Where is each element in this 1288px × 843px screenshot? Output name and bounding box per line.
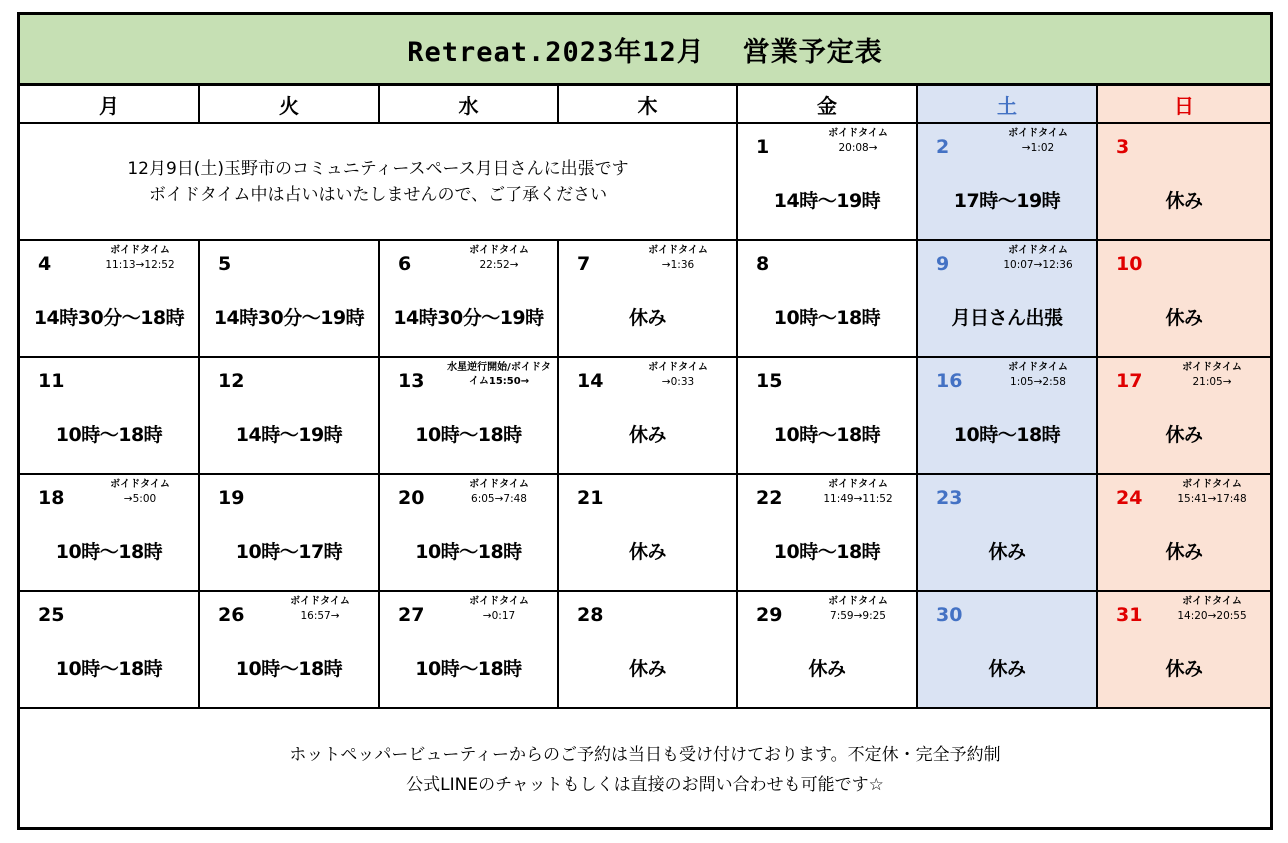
day-cell bbox=[20, 241, 200, 358]
footer-line-1: ホットペッパービューティーからのご予約は当日も受け付けております。不定休・完全予約制 bbox=[289, 744, 1001, 765]
day-number: 16 bbox=[936, 370, 963, 392]
void-range: 22:52→ bbox=[479, 259, 519, 271]
day-number: 9 bbox=[936, 253, 950, 275]
void-time bbox=[451, 595, 547, 623]
void-range: 15:41→17:48 bbox=[1177, 493, 1247, 505]
day-number: 6 bbox=[398, 253, 412, 275]
void-label: ボイドタイム bbox=[1182, 596, 1242, 607]
business-hours: 休み bbox=[1165, 307, 1203, 329]
footer-info bbox=[20, 712, 1270, 827]
business-hours: 月日さん出張 bbox=[951, 307, 1063, 329]
business-hours: 14時30分～18時 bbox=[33, 307, 185, 329]
day-cell bbox=[200, 241, 380, 358]
day-cell bbox=[1098, 358, 1270, 475]
footer-line-2: 公式LINEのチャットもしくは直接のお問い合わせも可能です☆ bbox=[406, 774, 884, 795]
void-time bbox=[272, 595, 368, 623]
void-label: ボイドタイム bbox=[1008, 245, 1068, 256]
day-number: 14 bbox=[577, 370, 604, 392]
day-cell bbox=[20, 592, 200, 709]
day-cell bbox=[738, 592, 918, 709]
day-cell bbox=[738, 241, 918, 358]
business-hours: 10時～18時 bbox=[235, 658, 343, 680]
void-range: →0:33 bbox=[661, 376, 695, 388]
void-label: ボイドタイム bbox=[110, 479, 170, 490]
weekday-sat: 土 bbox=[918, 86, 1098, 124]
day-number: 15 bbox=[756, 370, 783, 392]
business-hours: 14時30分～19時 bbox=[213, 307, 365, 329]
day-number: 10 bbox=[1116, 253, 1143, 275]
day-cell bbox=[20, 358, 200, 475]
day-cell bbox=[918, 475, 1098, 592]
day-cell bbox=[559, 592, 738, 709]
void-time bbox=[810, 478, 906, 506]
weekday-tue: 火 bbox=[200, 86, 380, 124]
day-number: 30 bbox=[936, 604, 963, 626]
day-number: 28 bbox=[577, 604, 604, 626]
void-time bbox=[990, 361, 1086, 389]
business-hours: 10時～18時 bbox=[415, 424, 522, 446]
day-number: 2 bbox=[936, 136, 950, 158]
void-label: ボイドタイム bbox=[469, 245, 529, 256]
business-hours: 10時～18時 bbox=[953, 424, 1061, 446]
void-label: ボイドタイム bbox=[469, 479, 529, 490]
void-label: ボイドタイム bbox=[469, 596, 529, 607]
void-time bbox=[630, 244, 726, 272]
day-number: 20 bbox=[398, 487, 425, 509]
day-cell bbox=[559, 358, 738, 475]
day-number: 23 bbox=[936, 487, 963, 509]
business-hours: 14時30分～19時 bbox=[393, 307, 544, 329]
void-label: ボイドタイム bbox=[828, 479, 888, 490]
day-number: 7 bbox=[577, 253, 591, 275]
void-time bbox=[451, 478, 547, 506]
day-number: 26 bbox=[218, 604, 245, 626]
calendar-grid bbox=[20, 86, 1270, 707]
void-label: ボイドタイム bbox=[290, 596, 350, 607]
business-hours: 17時～19時 bbox=[953, 190, 1061, 212]
day-cell bbox=[738, 358, 918, 475]
business-hours: 10時～18時 bbox=[415, 658, 522, 680]
void-label: ボイドタイム bbox=[828, 596, 888, 607]
business-hours: 14時～19時 bbox=[235, 424, 343, 446]
day-cell bbox=[200, 475, 380, 592]
day-cell bbox=[380, 592, 559, 709]
void-range: →5:00 bbox=[123, 493, 157, 505]
business-hours: 休み bbox=[808, 658, 846, 680]
business-hours: 休み bbox=[988, 658, 1026, 680]
void-time bbox=[1164, 478, 1260, 506]
day-cell bbox=[1098, 592, 1270, 709]
day-cell bbox=[738, 124, 918, 241]
day-cell bbox=[1098, 124, 1270, 241]
void-label: ボイドタイム bbox=[1008, 362, 1068, 373]
weekday-wed: 水 bbox=[380, 86, 559, 124]
day-number: 17 bbox=[1116, 370, 1143, 392]
day-cell bbox=[380, 241, 559, 358]
day-cell bbox=[200, 358, 380, 475]
business-hours: 休み bbox=[1165, 658, 1203, 680]
note-line-1: 12月9日(土)玉野市のコミュニティースペース月日さんに出張です bbox=[127, 158, 629, 179]
day-number: 4 bbox=[38, 253, 52, 275]
void-label: ボイドタイム bbox=[1182, 479, 1242, 490]
business-hours: 休み bbox=[628, 424, 666, 446]
day-number: 18 bbox=[38, 487, 65, 509]
day-cell bbox=[380, 358, 559, 475]
day-cell bbox=[559, 475, 738, 592]
void-time bbox=[630, 361, 726, 389]
void-range: →1:36 bbox=[661, 259, 695, 271]
day-cell bbox=[918, 358, 1098, 475]
void-range: 10:07→12:36 bbox=[1003, 259, 1073, 271]
business-hours: 10時～18時 bbox=[55, 541, 163, 563]
void-range: 16:57→ bbox=[300, 610, 340, 622]
weekday-sun: 日 bbox=[1098, 86, 1270, 124]
business-hours: 10時～18時 bbox=[415, 541, 522, 563]
note-line-2: ボイドタイム中は占いはいたしませんので、ご了承ください bbox=[148, 184, 608, 205]
void-label: ボイドタイム bbox=[828, 128, 888, 139]
title-sub: 営業予定表 bbox=[742, 36, 883, 68]
day-number: 3 bbox=[1116, 136, 1130, 158]
day-cell bbox=[1098, 475, 1270, 592]
day-cell bbox=[20, 475, 200, 592]
void-time bbox=[92, 478, 188, 506]
day-number: 31 bbox=[1116, 604, 1143, 626]
void-time bbox=[1164, 361, 1260, 389]
void-range: 21:05→ bbox=[1192, 376, 1232, 388]
day-number: 22 bbox=[756, 487, 783, 509]
void-range: 11:13→12:52 bbox=[105, 259, 175, 271]
void-range: 14:20→20:55 bbox=[1177, 610, 1247, 622]
weekday-mon: 月 bbox=[20, 86, 200, 124]
void-range: 1:05→2:58 bbox=[1010, 376, 1066, 388]
void-time bbox=[990, 127, 1086, 155]
void-label: ボイドタイム bbox=[110, 245, 170, 256]
day-cell bbox=[918, 241, 1098, 358]
day-number: 19 bbox=[218, 487, 245, 509]
day-cell bbox=[559, 241, 738, 358]
day-number: 11 bbox=[38, 370, 65, 392]
business-hours: 10時～18時 bbox=[773, 541, 881, 563]
void-range: 11:49→11:52 bbox=[823, 493, 893, 505]
day-number: 21 bbox=[577, 487, 604, 509]
day-cell bbox=[380, 475, 559, 592]
business-hours: 休み bbox=[628, 307, 666, 329]
weekday-thu: 木 bbox=[559, 86, 738, 124]
void-range: 20:08→ bbox=[838, 142, 878, 154]
void-range: →1:02 bbox=[1021, 142, 1055, 154]
business-hours: 10時～18時 bbox=[773, 424, 881, 446]
void-time bbox=[990, 244, 1086, 272]
day-number: 24 bbox=[1116, 487, 1143, 509]
void-range: 7:59→9:25 bbox=[830, 610, 886, 622]
day-number: 29 bbox=[756, 604, 783, 626]
business-hours: 休み bbox=[1165, 424, 1203, 446]
void-label: ボイドタイム bbox=[648, 362, 708, 373]
day-number: 12 bbox=[218, 370, 245, 392]
day-cell bbox=[738, 475, 918, 592]
void-label: ボイドタイム bbox=[1008, 128, 1068, 139]
business-hours: 10時～18時 bbox=[773, 307, 881, 329]
day-number: 27 bbox=[398, 604, 425, 626]
void-time bbox=[810, 127, 906, 155]
void-range: 6:05→7:48 bbox=[471, 493, 527, 505]
day-cell bbox=[918, 124, 1098, 241]
business-hours: 10時～17時 bbox=[235, 541, 343, 563]
announcement-note bbox=[20, 124, 738, 241]
void-label: ボイドタイム bbox=[1182, 362, 1242, 373]
business-hours: 10時～18時 bbox=[55, 424, 163, 446]
void-time bbox=[92, 244, 188, 272]
void-time bbox=[1164, 595, 1260, 623]
title-bar bbox=[20, 15, 1270, 86]
business-hours: 10時～18時 bbox=[55, 658, 163, 680]
title-main: Retreat.2023年12月 bbox=[407, 36, 705, 68]
schedule-frame bbox=[17, 12, 1273, 830]
day-cell bbox=[1098, 241, 1270, 358]
business-hours: 14時～19時 bbox=[773, 190, 881, 212]
day-cell bbox=[200, 592, 380, 709]
day-number: 25 bbox=[38, 604, 65, 626]
void-label: ボイドタイム bbox=[648, 245, 708, 256]
special-note: 水星逆行開始/ボイドタイム15:50→ bbox=[447, 362, 551, 387]
day-number: 13 bbox=[398, 370, 425, 392]
day-number: 5 bbox=[218, 253, 232, 275]
business-hours: 休み bbox=[628, 541, 666, 563]
business-hours: 休み bbox=[988, 541, 1026, 563]
business-hours: 休み bbox=[628, 658, 666, 680]
void-time bbox=[810, 595, 906, 623]
void-time bbox=[451, 244, 547, 272]
void-range: →0:17 bbox=[482, 610, 516, 622]
business-hours: 休み bbox=[1165, 541, 1203, 563]
day-cell bbox=[918, 592, 1098, 709]
day-number: 1 bbox=[756, 136, 770, 158]
business-hours: 休み bbox=[1165, 190, 1203, 212]
day-number: 8 bbox=[756, 253, 770, 275]
weekday-fri: 金 bbox=[738, 86, 918, 124]
